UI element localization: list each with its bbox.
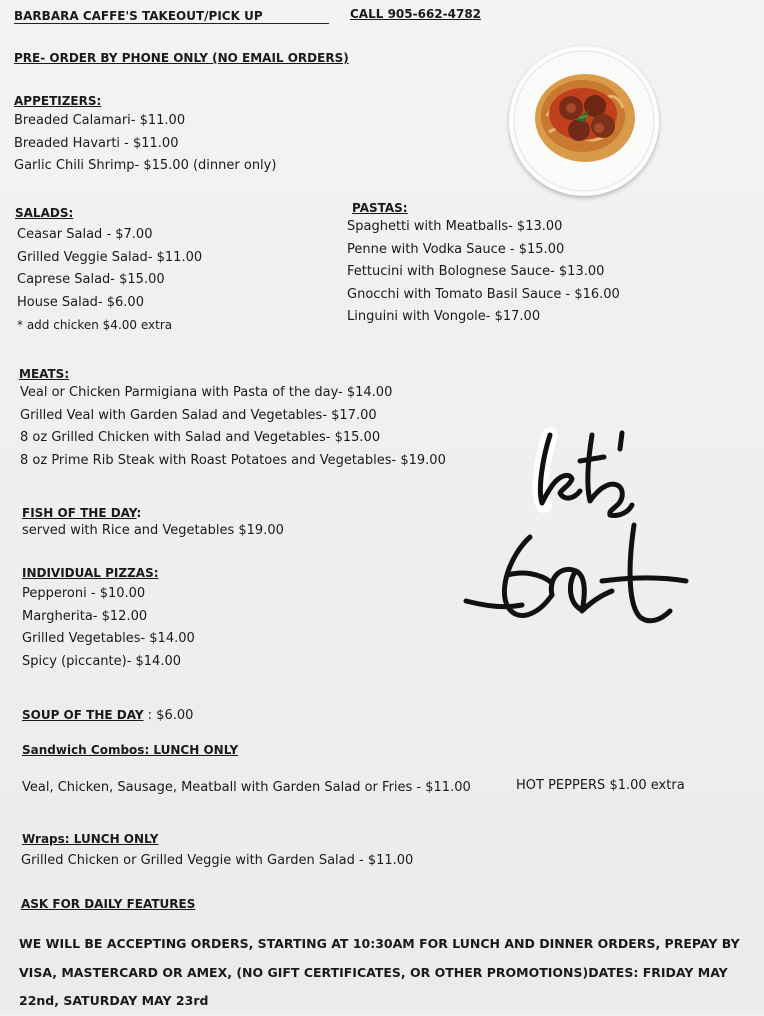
list-item: Ceasar Salad - $7.00 xyxy=(17,227,153,242)
appetizers-heading: APPETIZERS: xyxy=(14,94,102,108)
soup-row xyxy=(22,704,193,723)
pizzas-list xyxy=(22,583,195,673)
soup-price: : $6.00 xyxy=(143,708,194,723)
list-item: 8 oz Prime Rib Steak with Roast Potatoes and Vegetables- $19.00 xyxy=(20,452,446,468)
fish-item: served with Rice and Vegetables $19.00 xyxy=(22,523,284,538)
salads-list xyxy=(17,224,202,337)
hot-peppers-extra: HOT PEPPERS $1.00 extra xyxy=(516,778,685,793)
list-item: Grilled Veggie Salad- $11.00 xyxy=(17,249,203,265)
ordering-notice: WE WILL BE ACCEPTING ORDERS, STARTING AT 10:30AM FOR LUNCH AND DINNER ORDERS, PREPAY BY VISA, MASTERCARD OR AMEX, (NO GIFT CERTIFICATES, OR OTHER PROMOTIONS)DATES: FRIDAY MAY 22nd, SATURDAY MAY 23rd xyxy=(19,936,740,1008)
list-item: House Salad- $6.00 xyxy=(17,294,144,310)
pastas-heading: PASTAS: xyxy=(352,201,408,215)
list-item: Pepperoni - $10.00 xyxy=(22,586,146,601)
list-item: Grilled Vegetables- $14.00 xyxy=(22,631,195,646)
list-item: Penne with Vodka Sauce - $15.00 xyxy=(347,241,565,257)
list-item: * add chicken $4.00 extra xyxy=(17,318,173,332)
preorder-notice: PRE- ORDER BY PHONE ONLY (NO EMAIL ORDERS) xyxy=(14,51,349,65)
list-item: Breaded Havarti - $11.00 xyxy=(14,135,179,151)
list-item: Gnocchi with Tomato Basil Sauce - $16.00 xyxy=(347,286,620,302)
salads-heading: SALADS: xyxy=(15,206,74,220)
list-item: Veal or Chicken Parmigiana with Pasta of the day- $14.00 xyxy=(20,385,393,400)
list-item: Spaghetti with Meatballs- $13.00 xyxy=(347,219,563,234)
sandwich-heading: Sandwich Combos: LUNCH ONLY xyxy=(22,743,239,757)
lets-eat-lettering xyxy=(452,405,712,695)
menu-title: BARBARA CAFFE'S TAKEOUT/PICK UP xyxy=(14,9,329,24)
list-item: Garlic Chili Shrimp- $15.00 (dinner only) xyxy=(14,158,277,173)
soup-heading: SOUP OF THE DAY xyxy=(22,708,144,722)
list-item: Caprese Salad- $15.00 xyxy=(17,272,165,287)
list-item: Grilled Veal with Garden Salad and Vegetables- $17.00 xyxy=(20,407,377,423)
sandwich-item: Veal, Chicken, Sausage, Meatball with Garden Salad or Fries - $11.00 xyxy=(22,780,471,795)
spaghetti-plate-image xyxy=(509,46,659,196)
fish-heading-colon: : xyxy=(136,506,142,520)
meats-list xyxy=(20,382,446,472)
appetizers-list xyxy=(14,110,276,178)
list-item: Fettucini with Bolognese Sauce- $13.00 xyxy=(347,264,605,279)
wraps-heading: Wraps: LUNCH ONLY xyxy=(22,832,159,846)
pastas-list xyxy=(347,216,620,329)
phone-number: CALL 905-662-4782 xyxy=(350,7,482,21)
pizzas-heading: INDIVIDUAL PIZZAS: xyxy=(22,566,159,580)
wraps-item: Grilled Chicken or Grilled Veggie with Garden Salad - $11.00 xyxy=(21,853,414,868)
list-item: Spicy (piccante)- $14.00 xyxy=(22,653,182,669)
meats-heading: MEATS: xyxy=(19,367,70,381)
list-item: 8 oz Grilled Chicken with Salad and Vegetables- $15.00 xyxy=(20,430,381,445)
list-item: Breaded Calamari- $11.00 xyxy=(14,113,186,128)
list-item: Linguini with Vongole- $17.00 xyxy=(347,309,541,324)
daily-features-heading: ASK FOR DAILY FEATURES xyxy=(21,897,196,911)
fish-heading-row xyxy=(22,502,141,521)
list-item: Margherita- $12.00 xyxy=(22,608,148,624)
fish-heading: FISH OF THE DAY xyxy=(22,506,137,520)
